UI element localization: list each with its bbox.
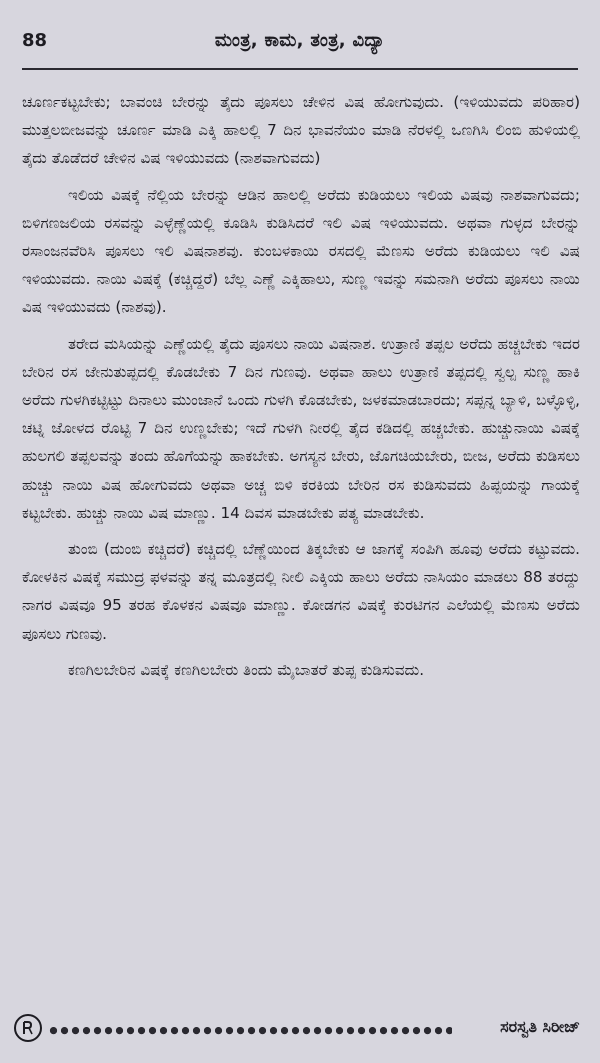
page-header bbox=[22, 30, 578, 70]
publisher-logo-icon bbox=[14, 1014, 42, 1042]
paragraph: ಚೂರ್ಣಕಟ್ಟಬೇಕು; ಬಾವಂಚಿ ಬೇರನ್ನು ತೈದು ಪೂಸಲು ಚೇಳಿನ ವಿಷ ಹೋಗುವುದು. (ಇಳಿಯುವದು ಪರಿಹಾರ) ಮುತ್ತಲಬೀಜವನ್ನು ಚೂರ್ಣ ಮಾಡಿ ಎಕ್ಕಿ ಹಾಲಲ್ಲಿ 7 ದಿನ ಭಾವನೆಯಂ ಮಾಡಿ ನೆರಳಲ್ಲಿ ಒಣಗಿಸಿ ಲಿಂಬಿ ಹುಳಿಯಲ್ಲಿ ತೈದು ತೊಡೆದರೆ ಚೇಳಿನ ವಿಷ ಇಳಿಯುವದು (ನಾಶವಾಗುವದು) bbox=[22, 93, 580, 168]
ornament-border-icon bbox=[48, 1024, 452, 1036]
body-text bbox=[22, 88, 580, 684]
paragraph: ತುಂಬಿ (ದುಂಬಿ ಕಚ್ಚಿದರೆ) ಕಚ್ಚಿದಲ್ಲಿ ಬೆಣ್ಣೆಯಿಂದ ತಿಕ್ಕಬೇಕು ಆ ಜಾಗಕ್ಕೆ ಸಂಪಿಗಿ ಹೂವು ಅರೆದು ಕಟ್ಟುವದು. ಕೋಳಕಿನ ವಿಷಕ್ಕೆ ಸಮುದ್ರ ಫಳವನ್ನು ತನ್ನ ಮೂತ್ರದಲ್ಲಿ ನೀಲಿ ಎಕ್ಕಿಯ ಹಾಲು ಅರೆದು ನಾಸಿಯಂ ಮಾಡಲು 88 ತರದ್ದು ನಾಗರ ವಿಷವೂ 95 ತರಹ ಕೊಳಕನ ವಿಷವೂ ಮಾಣ್ಣು. ಕೋಡಗನ ವಿಷಕ್ಕೆ ಕುರಟಿಗನ ಎಲೆಯಲ್ಲಿ ಮೆಣಸು ಅರೆದು ಪೂಸಲು ಗುಣವು. bbox=[22, 540, 580, 643]
paragraph: ತರೇದ ಮಸಿಯನ್ನು ಎಣ್ಣೆಯಲ್ಲಿ ತೈದು ಪೂಸಲು ನಾಯಿ ವಿಷನಾಶ. ಉತ್ರಾಣಿ ತಪ್ಪಲ ಅರೆದು ಹಚ್ಚಬೇಕು ಇದರ ಬೇರಿನ ರಸ ಜೇನುತುಪ್ಪದಲ್ಲಿ ಕೊಡಬೇಕು 7 ದಿನ ಗುಣವು. ಅಥವಾ ಹಾಲು ಉತ್ರಾಣಿ ತಪ್ಪದಲ್ಲಿ ಸ್ವಲ್ಪ ಸುಣ್ಣ ಹಾಕಿ ಅರೆದು ಗುಳಗಿಕಟ್ಟಿಟ್ಟು ದಿನಾಲು ಮುಂಜಾನೆ ಒಂದು ಗುಳಗಿ ಕೊಡಬೇಕು, ಜಳಕಮಾಡಬಾರದು; ಸಪ್ಪನ್ನ ಬ್ಯಾಳಿ, ಬಳ್ಳೊಳ್ಳಿ, ಚಟ್ನಿ ಜೋಳದ ರೊಟ್ಟಿ 7 ದಿನ ಉಣ್ಣಬೇಕು; ಇದೆ ಗುಳಗಿ ನೀರಲ್ಲಿ ತೈದ ಕಡಿದಲ್ಲಿ ಹಚ್ಚಬೇಕು. ಹುಚ್ಚುನಾಯಿ ವಿಷಕ್ಕೆ ಹುಲಗಲಿ ತಪ್ಪಲವನ್ನು ತಂದು ಹೊಗೆಯನ್ನು ಹಾಕಬೇಕು. ಅಗಸ್ಯನ ಬೇರು, ಜೊಗಚಿಯಬೇರು, ಬೀಜ, ಅರೆದು ಕುಡಿಸಲು ಹುಚ್ಚು ನಾಯಿ ವಿಷ ಹೋಗುವದು ಅಥವಾ ಅಚ್ಚ ಬಿಳಿ ಕರಕಿಯ ಬೇರಿನ ರಸ ಕುಡಿಸುವದು ಹಿಪ್ಪಯನ್ನು ಗಾಯಕ್ಕೆ ಕಟ್ಟಬೇಕು. ಹುಚ್ಚು ನಾಯಿ ವಿಷ ಮಾಣ್ಣು. 14 ದಿವಸ ಮಾಡಬೇಕು ಪತ್ಯ ಮಾಡಬೇಕು. bbox=[22, 334, 580, 522]
running-title: ಮಂತ್ರ, ಕಾಮ, ತಂತ್ರ, ವಿದ್ಯಾ bbox=[214, 30, 386, 51]
series-name: ಸರಸ್ವತಿ ಸಿರೀಜ್ bbox=[500, 1017, 580, 1036]
paragraph: ಕಣಗಿಲಬೇರಿನ ವಿಷಕ್ಕೆ ಕಣಗಿಲಬೇರು ತಿಂದು ಮೈಬಾತರೆ ತುಪ್ಪ ಕುಡಿಸುವದು. bbox=[68, 660, 425, 679]
page-footer bbox=[14, 1014, 580, 1044]
page-number: 88 bbox=[22, 30, 48, 51]
paragraph: ಇಲಿಯ ವಿಷಕ್ಕೆ ನೆಲ್ಲಿಯ ಬೇರನ್ನು ಆಡಿನ ಹಾಲಲ್ಲಿ ಅರೆದು ಕುಡಿಯಲು ಇಲಿಯ ವಿಷವು ನಾಶವಾಗುವದು; ಬಿಳಿಗಣಜಲಿಯ ರಸವನ್ನು ಎಳ್ಳೆಣ್ಣೆಯಲ್ಲಿ ಕೂಡಿಸಿ ಕುಡಿಸಿದರೆ ಇಲಿ ವಿಷ ಇಳಿಯುವದು. ಅಥವಾ ಗುಳ್ಳದ ಬೇರನ್ನು ರಸಾಂಜನವೆರಿಸಿ ಪೂಸಲು ಇಲಿ ವಿಷನಾಶವು. ಕುಂಬಳಕಾಯಿ ರಸದಲ್ಲಿ ಮೆಣಸು ಅರೆದು ಕುಡಿಯಲು ಇಲಿ ವಿಷ ಇಳಿಯುವದು. ನಾಯಿ ವಿಷಕ್ಕೆ (ಕಚ್ಚಿದ್ದರೆ) ಬೆಲ್ಲ ಎಣ್ಣೆ ಎಕ್ಕಿಹಾಲು, ಸುಣ್ಣ ಇವನ್ನು ಸಮನಾಗಿ ಅರೆದು ಪೂಸಲು ನಾಯಿ ವಿಷ ಇಳಿಯುವದು (ನಾಶವು). bbox=[22, 185, 580, 317]
